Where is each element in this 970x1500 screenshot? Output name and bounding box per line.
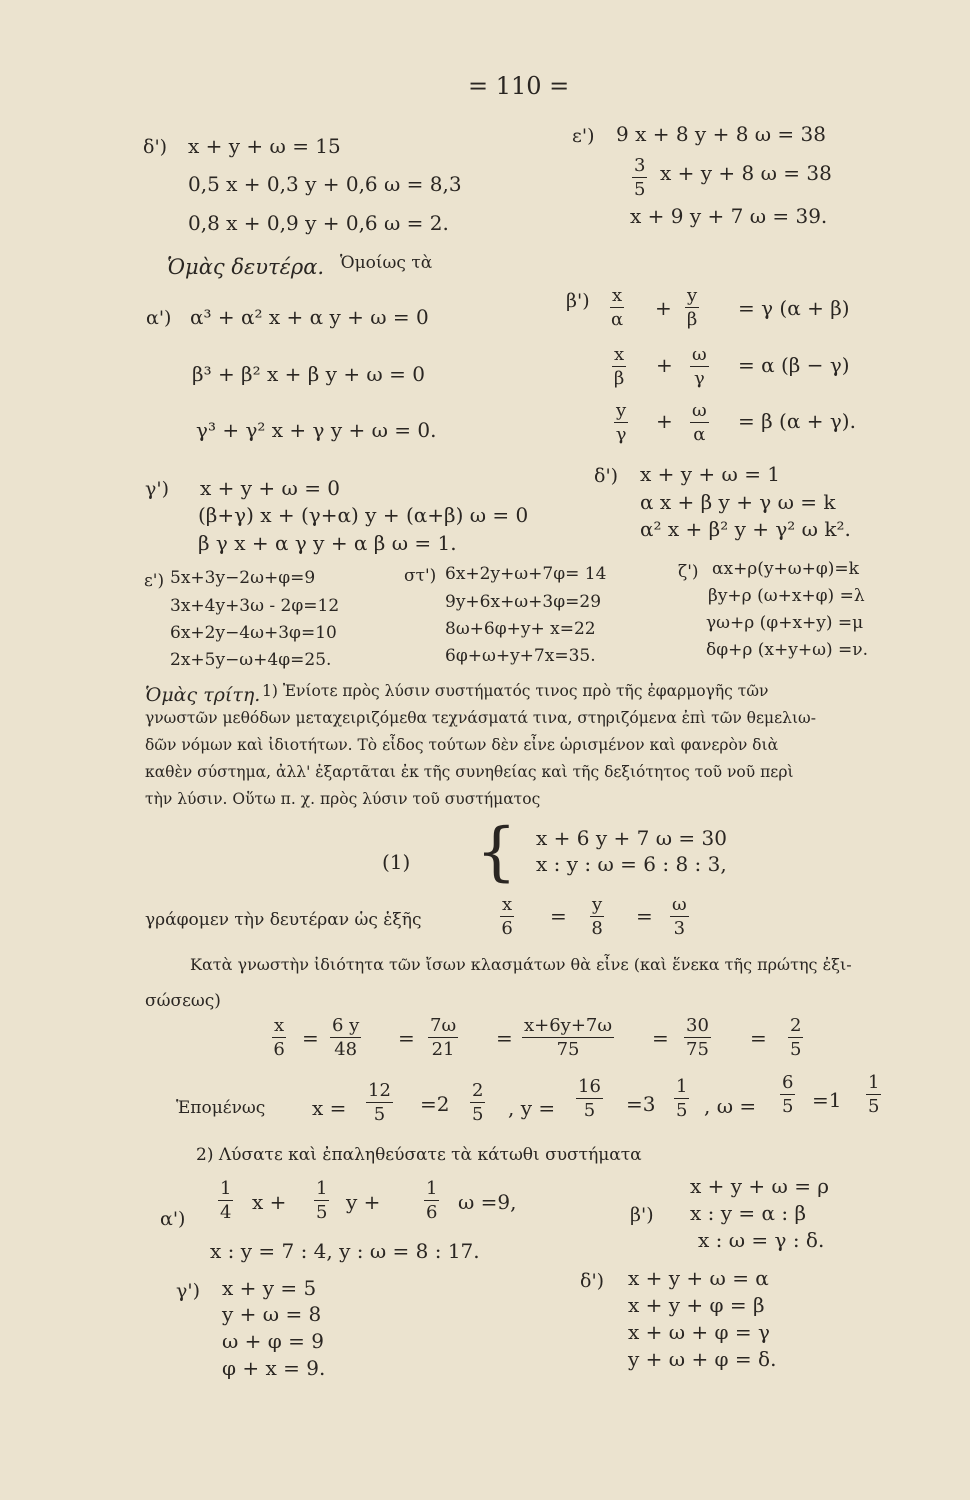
gamma2-eq1: x + y + ω = 0 [200, 476, 341, 500]
a3-t2: y + [346, 1190, 381, 1214]
zeta2-label: ζ') [678, 562, 699, 582]
gamma2-eq3: β γ x + α γ y + α β ω = 1. [198, 531, 457, 555]
beta2-r1-d1: α [611, 309, 624, 330]
epsilon2-eq1: 5x+3y−2ω+φ=9 [170, 568, 316, 588]
group2-heading: Ὁμὰς δευτέρα. [167, 255, 325, 279]
chain-f2-num: 6 y [332, 1015, 360, 1036]
chain-f4-den: 75 [556, 1039, 580, 1060]
beta2-r1-d2: β [686, 309, 698, 330]
beta2-r2-n1: x [614, 344, 625, 365]
chain-e3: = [496, 1026, 513, 1050]
beta2-r3-rhs: = β (α + γ). [738, 409, 856, 433]
beta2-r2-n2: ω [692, 344, 707, 365]
chain-e5: = [750, 1026, 767, 1050]
beta2-r1-f2 [685, 287, 699, 329]
system1-brace: { [476, 815, 517, 889]
chain-e1: = [302, 1026, 319, 1050]
delta2-eq3: α² x + β² y + γ² ω k². [640, 517, 851, 541]
d3-eq4: y + ω + φ = δ. [628, 1347, 777, 1371]
beta2-r1-f1 [610, 287, 624, 329]
a3-t3: ω =9, [458, 1190, 517, 1214]
group3-heading: Ὁμὰς τρίτη. [145, 684, 261, 706]
group3-line1: 1) Ἐνίοτε πρὸς λύσιν συστήματός τινος πρὸ τῆς ἐφαρμογῆς τῶν [262, 682, 769, 700]
a3-f2-num: 1 [316, 1178, 328, 1199]
beta2-r2-d1: β [613, 368, 625, 389]
system1-label: (1) [382, 850, 411, 874]
a3-t1: x + [252, 1190, 287, 1214]
epomenos-w-mixed [866, 1074, 881, 1116]
epomenos-x-den: 5 [373, 1104, 386, 1125]
chain-f1-num: x [274, 1015, 285, 1036]
beta2-r1-n2: y [687, 285, 698, 306]
beta2-r3-f1 [614, 402, 628, 444]
group3-line2: γνωστῶν μεθόδων μεταχειριζόμεθα τεχνάσματά τινα, στηριζόμενα ἐπὶ τῶν θεμελιω- [145, 709, 816, 727]
write-f1-num: x [502, 894, 513, 915]
delta2-label: δ') [594, 465, 619, 487]
d3-eq1: x + y + ω = α [628, 1266, 769, 1290]
beta2-r2-plus: + [656, 353, 673, 377]
beta2-r3-n1: y [616, 400, 627, 421]
chain-f2-den: 48 [334, 1039, 358, 1060]
zeta2-eq2: βy+ρ (ω+x+φ) =λ [708, 586, 865, 606]
epomenos-x-frac [366, 1082, 393, 1124]
beta2-r3-d1: γ [615, 424, 627, 445]
chain-e2: = [398, 1026, 415, 1050]
alpha2-eq1: α³ + α² x + α y + ω = 0 [190, 305, 429, 329]
epomenos-y-fd: 5 [676, 1100, 688, 1121]
chain-f6 [788, 1017, 803, 1059]
a3-f1 [218, 1180, 233, 1222]
write-line-text: γράφομεν τὴν δευτέραν ὡς ἑξῆς [145, 910, 422, 930]
a3-label: α') [160, 1208, 186, 1230]
epomenos-y-eq: =3 [626, 1092, 656, 1116]
group3-line5: τὴν λύσιν. Οὕτω π. χ. πρὸς λύσιν τοῦ συστήματος [145, 790, 541, 808]
b3-eq1: x + y + ω = ρ [690, 1174, 830, 1198]
delta2-eq2: α x + β y + γ ω = k [640, 490, 836, 514]
beta2-r2-rhs: = α (β − γ) [738, 353, 850, 377]
delta1-eq3: 0,8 x + 0,9 y + 0,6 ω = 2. [188, 211, 449, 235]
a3-f1-num: 1 [220, 1178, 232, 1199]
beta2-r3-d2: α [693, 424, 706, 445]
epsilon2-eq2: 3x+4y+3ω - 2φ=12 [170, 596, 340, 616]
chain-f2 [330, 1017, 361, 1059]
epsilon1-frac-den: 5 [634, 179, 646, 200]
chain-f3 [428, 1017, 458, 1059]
chain-f1 [272, 1017, 286, 1059]
c3-eq4: φ + x = 9. [222, 1356, 326, 1380]
write-eq2: = [636, 904, 653, 928]
st2-eq4: 6φ+ω+y+7x=35. [445, 646, 596, 666]
beta2-r2-f2 [690, 346, 709, 388]
epomenos-y-fn: 1 [676, 1076, 688, 1097]
chain-f3-den: 21 [431, 1039, 455, 1060]
st2-eq1: 6x+2y+ω+7φ= 14 [445, 564, 607, 584]
alpha2-label: α') [146, 307, 172, 329]
write-eq1: = [550, 904, 567, 928]
chain-f6-den: 5 [790, 1039, 802, 1060]
epomenos-y-lhs: , y = [508, 1096, 556, 1120]
chain-f3-num: 7ω [430, 1015, 457, 1036]
c3-label: γ') [176, 1280, 200, 1302]
group3-line3: δῶν νόμων καὶ ἰδιοτήτων. Τὸ εἶδος τούτων δὲν εἶνε ὡρισμένον καὶ φανερὸν διὰ [145, 736, 779, 754]
beta2-r3-n2: ω [692, 400, 707, 421]
write-f3 [670, 896, 689, 938]
beta2-r2-f1 [612, 346, 626, 388]
a3-f1-den: 4 [220, 1202, 232, 1223]
epsilon1-eq3: x + 9 y + 7 ω = 39. [630, 204, 828, 228]
epomenos-x-fn: 2 [472, 1080, 484, 1101]
zeta2-eq4: δφ+ρ (x+y+ω) =ν. [706, 640, 868, 660]
beta2-r1-rhs: = γ (α + β) [738, 296, 850, 320]
group3-line4: καθὲν σύστημα, ἀλλ' ἐξαρτᾶται ἐκ τῆς συνηθείας καὶ τῆς δεξιότητος τοῦ νοῦ περὶ [145, 763, 794, 781]
a3-f3-den: 6 [426, 1202, 438, 1223]
epomenos-x-mixed [470, 1082, 485, 1124]
system1-eq1: x + 6 y + 7 ω = 30 [536, 826, 727, 850]
d3-eq3: x + ω + φ = γ [628, 1320, 770, 1344]
gamma2-label: γ') [145, 478, 169, 500]
beta2-r1-plus: + [655, 296, 672, 320]
epomenos-w-fd: 5 [868, 1096, 880, 1117]
chain-f6-num: 2 [790, 1015, 802, 1036]
write-f1 [500, 896, 514, 938]
epsilon1-label: ε') [572, 125, 595, 147]
delta1-eq1: x + y + ω = 15 [188, 134, 341, 158]
beta2-r2-d2: γ [693, 368, 705, 389]
zeta2-eq1: αx+ρ(y+ω+φ)=k [712, 559, 859, 579]
epomenos-word: Ἑπομένως [176, 1098, 266, 1118]
b3-eq3: x : ω = γ : δ. [698, 1228, 825, 1252]
epsilon1-frac-num: 3 [634, 155, 646, 176]
epomenos-w-frac [780, 1074, 795, 1116]
delta1-eq2: 0,5 x + 0,3 y + 0,6 ω = 8,3 [188, 172, 462, 196]
write-f2-num: y [592, 894, 603, 915]
st2-eq3: 8ω+6φ+y+ x=22 [445, 619, 596, 639]
st2-eq2: 9y+6x+ω+3φ=29 [445, 592, 602, 612]
b3-eq2: x : y = α : β [690, 1201, 807, 1225]
gamma2-eq2: (β+γ) x + (γ+α) y + (α+β) ω = 0 [198, 503, 529, 527]
epomenos-w-eq: =1 [812, 1088, 842, 1112]
epomenos-w-lhs: , ω = [704, 1094, 757, 1118]
chain-e4: = [652, 1026, 669, 1050]
group2-intro: Ὁμοίως τὰ [340, 253, 433, 273]
chain-f5 [684, 1017, 711, 1059]
a3-f2 [314, 1180, 329, 1222]
d3-eq2: x + y + φ = β [628, 1293, 765, 1317]
delta2-eq1: x + y + ω = 1 [640, 462, 781, 486]
st2-label: στ') [404, 566, 437, 586]
d3-label: δ') [580, 1270, 605, 1292]
chain-f1-den: 6 [273, 1039, 285, 1060]
chain-f4-num: x+6y+7ω [524, 1015, 613, 1036]
c3-eq3: ω + φ = 9 [222, 1329, 324, 1353]
system1-eq2: x : y : ω = 6 : 8 : 3, [536, 852, 727, 876]
epomenos-y-frac [576, 1078, 603, 1120]
beta2-label: β') [566, 290, 590, 312]
a3-f3 [424, 1180, 439, 1222]
write-f3-den: 3 [673, 918, 686, 939]
epomenos-y-den: 5 [583, 1100, 596, 1121]
kata-line1: Κατὰ γνωστὴν ἰδιότητα τῶν ἴσων κλασμάτων θὰ εἶνε (καὶ ἕνεκα τῆς πρώτης ἐξι- [190, 955, 852, 974]
epomenos-x-eq: =2 [420, 1092, 450, 1116]
epsilon2-eq3: 6x+2y−4ω+3φ=10 [170, 623, 337, 643]
c3-eq1: x + y = 5 [222, 1276, 317, 1300]
epsilon2-eq4: 2x+5y−ω+4φ=25. [170, 650, 332, 670]
epomenos-x-fd: 5 [472, 1104, 484, 1125]
c3-eq2: y + ω = 8 [222, 1302, 322, 1326]
epomenos-x-lhs: x = [312, 1096, 347, 1120]
epomenos-w-den: 5 [782, 1096, 794, 1117]
beta2-r3-f2 [690, 402, 709, 444]
a3-f2-den: 5 [316, 1202, 328, 1223]
epsilon2-label: ε') [144, 571, 165, 591]
a3-f3-num: 1 [426, 1178, 438, 1199]
beta2-r3-plus: + [656, 409, 673, 433]
a3-eq2: x : y = 7 : 4, y : ω = 8 : 17. [210, 1239, 480, 1263]
epsilon1-eq1: 9 x + 8 y + 8 ω = 38 [616, 122, 826, 146]
b3-label: β') [630, 1204, 654, 1226]
chain-f5-den: 75 [686, 1039, 709, 1060]
alpha2-eq3: γ³ + γ² x + γ y + ω = 0. [196, 418, 437, 442]
epomenos-y-mixed [674, 1078, 689, 1120]
epomenos-y-num: 16 [578, 1076, 601, 1097]
problem2-heading: 2) Λύσατε καὶ ἐπαληθεύσατε τὰ κάτωθι συστήματα [196, 1145, 642, 1165]
chain-f4 [522, 1017, 614, 1059]
alpha2-eq2: β³ + β² x + β y + ω = 0 [192, 362, 425, 386]
beta2-r1-n1: x [612, 285, 623, 306]
delta1-label: δ') [143, 136, 168, 158]
zeta2-eq3: γω+ρ (φ+x+y) =μ [706, 613, 864, 633]
epomenos-w-num: 6 [782, 1072, 794, 1093]
page-number: = 110 = [468, 72, 570, 100]
epomenos-x-num: 12 [368, 1080, 391, 1101]
write-f2-den: 8 [591, 918, 603, 939]
epsilon1-eq2: x + y + 8 ω = 38 [660, 161, 832, 185]
epsilon1-fraction [632, 157, 647, 199]
write-f2 [590, 896, 604, 938]
write-f1-den: 6 [501, 918, 513, 939]
chain-f5-num: 30 [686, 1015, 709, 1036]
epomenos-w-fn: 1 [868, 1072, 880, 1093]
write-f3-num: ω [672, 894, 687, 915]
kata-line2: σώσεως) [145, 991, 221, 1011]
